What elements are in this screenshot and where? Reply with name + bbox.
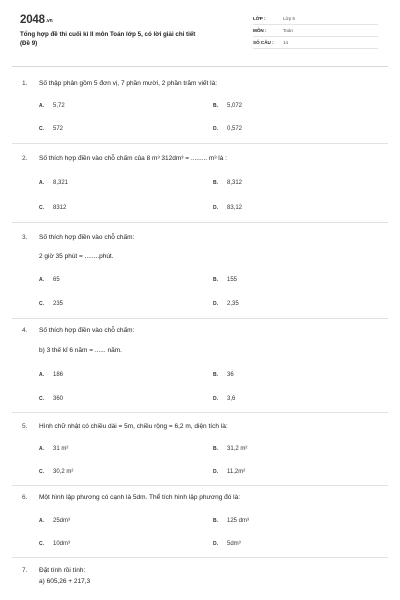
question-number: 4. [22, 327, 28, 334]
option-d[interactable] [213, 541, 241, 547]
option-text: 5,072 [227, 103, 243, 109]
meta-key: SỐ CÂU : [253, 40, 274, 45]
option-letter: B. [213, 277, 218, 283]
option-text: 155 [227, 277, 238, 283]
option-letter: B. [213, 180, 218, 186]
question-text: Đặt tính rồi tính: [39, 567, 86, 574]
meta-key: LỚP : [253, 16, 266, 21]
question-number: 2. [22, 155, 28, 162]
question-text: Số thích hợp điền vào chỗ chấm của 8 m³ 312dm³ = ......... m³ là : [39, 155, 227, 162]
option-b[interactable] [213, 518, 249, 524]
option-a[interactable] [39, 372, 63, 378]
question-subtext: a) 605,26 + 217,3 [39, 578, 91, 585]
option-letter: B. [213, 446, 218, 452]
option-text: 8312 [53, 205, 67, 211]
option-letter: C. [39, 396, 44, 402]
question-divider [12, 412, 388, 413]
option-a[interactable] [39, 103, 65, 109]
option-d[interactable] [213, 126, 242, 132]
option-text: 572 [53, 126, 64, 132]
option-text: 30,2 m² [53, 469, 74, 475]
question-divider [12, 143, 388, 144]
option-d[interactable] [213, 301, 239, 307]
document-title [20, 30, 250, 48]
option-a[interactable] [39, 180, 68, 186]
meta-row-subject [253, 25, 378, 37]
option-text: 2,35 [227, 301, 239, 307]
option-letter: A. [39, 446, 44, 452]
question-number: 1. [22, 80, 28, 87]
question-number: 7. [22, 567, 28, 574]
option-a[interactable] [39, 518, 70, 524]
meta-row-class [253, 13, 378, 25]
option-letter: D. [213, 126, 218, 132]
question-text: Số thích hợp điền vào chỗ chấm: [39, 234, 135, 241]
header-divider [12, 66, 388, 67]
option-text: 360 [53, 396, 64, 402]
option-d[interactable] [213, 469, 245, 475]
option-text: 10dm³ [53, 541, 71, 547]
option-text: 8,312 [227, 180, 243, 186]
question-text: Một hình lập phương có cạnh là 5dm. Thể tích hình lập phương đó là: [39, 494, 241, 501]
question-number: 3. [22, 234, 28, 241]
option-text: 31,2 m² [227, 446, 248, 452]
option-c[interactable] [39, 469, 73, 475]
option-text: 25dm³ [53, 518, 71, 524]
question-number: 6. [22, 494, 28, 501]
option-text: 5dm³ [227, 541, 241, 547]
metadata-panel [253, 13, 378, 49]
title-line-1: Tổng hợp đề thi cuối kì II môn Toán lớp 5, có lời giải chi tiết [20, 31, 196, 38]
option-b[interactable] [213, 180, 242, 186]
option-letter: A. [39, 103, 44, 109]
option-text: 36 [227, 372, 234, 378]
option-c[interactable] [39, 205, 66, 211]
option-letter: C. [39, 126, 44, 132]
option-text: 65 [53, 277, 60, 283]
option-text: 31 m² [53, 446, 69, 452]
option-letter: C. [39, 205, 44, 211]
question-subtext: b) 3 thế kỉ 6 năm = ...... năm. [39, 347, 122, 354]
site-logo[interactable]: 2048.vn [20, 14, 53, 26]
option-d[interactable] [213, 205, 242, 211]
option-letter: B. [213, 372, 218, 378]
question-subtext: 2 giờ 35 phút = ........phút. [39, 253, 114, 260]
option-letter: D. [213, 469, 218, 475]
option-text: 125 dm³ [227, 518, 250, 524]
option-text: 186 [53, 372, 64, 378]
option-letter: B. [213, 103, 218, 109]
option-c[interactable] [39, 396, 63, 402]
option-letter: B. [213, 518, 218, 524]
question-divider [12, 222, 388, 223]
option-letter: D. [213, 205, 218, 211]
option-letter: A. [39, 277, 44, 283]
meta-key: MÔN : [253, 28, 267, 33]
meta-value: 14 [283, 40, 289, 45]
title-line-2: (Đề 9) [20, 40, 38, 47]
meta-value: Toán [283, 28, 293, 33]
option-a[interactable] [39, 446, 68, 452]
option-letter: D. [213, 541, 218, 547]
option-letter: C. [39, 541, 44, 547]
option-b[interactable] [213, 103, 242, 109]
question-text: Số thập phân gồm 5 đơn vị, 7 phần mười, 2 phần trăm viết là: [39, 80, 218, 87]
option-letter: C. [39, 469, 44, 475]
option-text: 0,572 [227, 126, 243, 132]
option-c[interactable] [39, 126, 63, 132]
meta-row-count [253, 37, 378, 49]
option-b[interactable] [213, 446, 247, 452]
option-c[interactable] [39, 301, 63, 307]
question-text: Số thích hợp điền vào chỗ chấm: [39, 327, 135, 334]
option-d[interactable] [213, 396, 235, 402]
option-b[interactable] [213, 277, 237, 283]
question-text: Hình chữ nhật có chiều dài = 5m, chiều rộng = 6,2 m, diện tích là: [39, 423, 228, 430]
option-letter: D. [213, 301, 218, 307]
option-text: 83,12 [227, 205, 243, 211]
question-divider [12, 557, 388, 558]
option-text: 5,72 [53, 103, 65, 109]
option-text: 11,2m² [227, 469, 246, 475]
question-divider [12, 485, 388, 486]
option-c[interactable] [39, 541, 70, 547]
option-text: 3,6 [227, 396, 236, 402]
option-letter: C. [39, 301, 44, 307]
meta-value: Lớp 5 [283, 16, 295, 21]
option-text: 8,321 [53, 180, 69, 186]
option-text: 235 [53, 301, 64, 307]
option-b[interactable] [213, 372, 234, 378]
question-number: 5. [22, 423, 28, 430]
option-letter: A. [39, 180, 44, 186]
option-letter: A. [39, 518, 44, 524]
option-letter: A. [39, 372, 44, 378]
option-a[interactable] [39, 277, 60, 283]
option-letter: D. [213, 396, 218, 402]
question-divider [12, 318, 388, 319]
